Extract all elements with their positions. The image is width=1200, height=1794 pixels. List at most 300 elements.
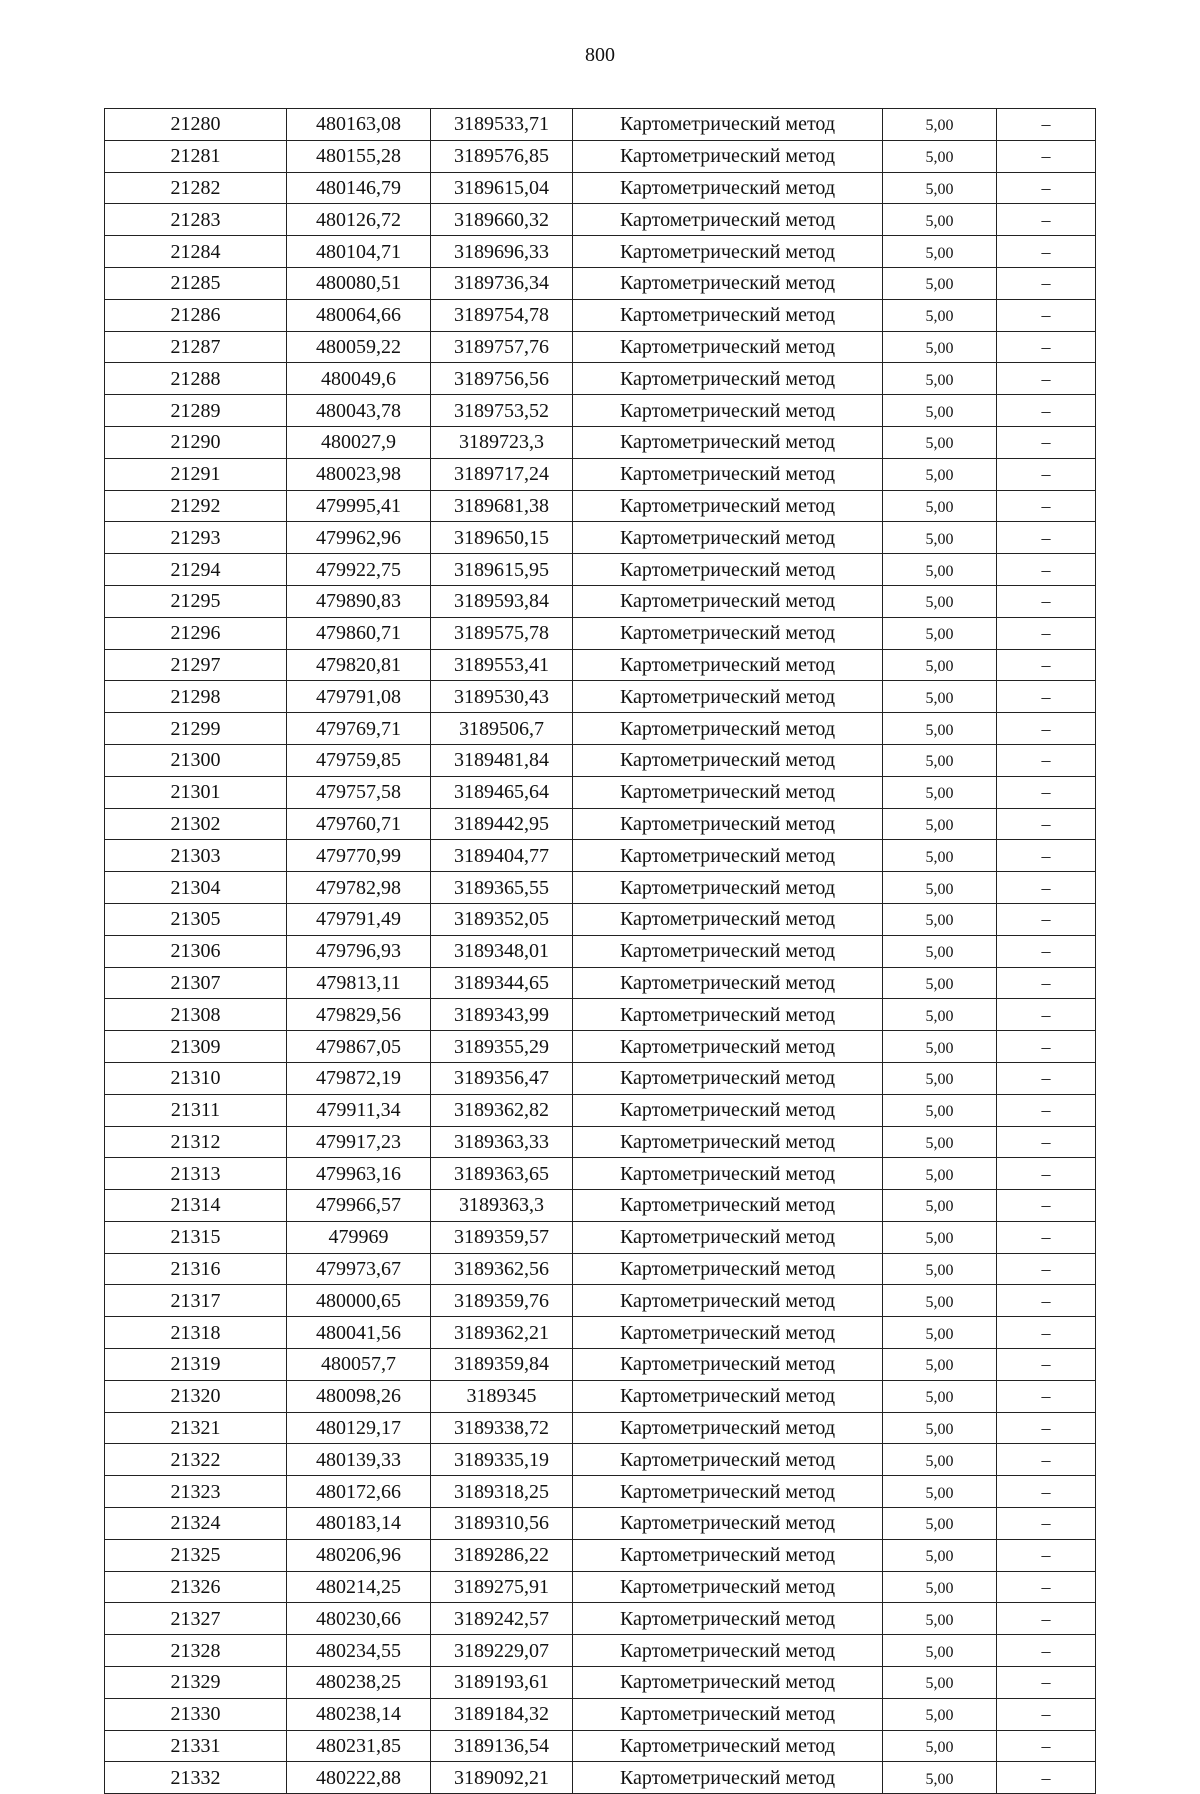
cell-accuracy: 5,00 (883, 681, 997, 713)
table-row (105, 1412, 1096, 1444)
cell-point-number: 21288 (105, 363, 287, 395)
cell-method: Картометрический метод (573, 1762, 883, 1794)
cell-y-coordinate: 3189286,22 (431, 1539, 573, 1571)
cell-note: – (997, 1762, 1096, 1794)
cell-note: – (997, 1094, 1096, 1126)
cell-note: – (997, 1508, 1096, 1540)
cell-point-number: 21317 (105, 1285, 287, 1317)
cell-accuracy: 5,00 (883, 744, 997, 776)
cell-point-number: 21301 (105, 776, 287, 808)
cell-point-number: 21298 (105, 681, 287, 713)
cell-method: Картометрический метод (573, 872, 883, 904)
table-row (105, 1603, 1096, 1635)
cell-method: Картометрический метод (573, 935, 883, 967)
cell-method: Картометрический метод (573, 1094, 883, 1126)
cell-y-coordinate: 3189184,32 (431, 1698, 573, 1730)
cell-accuracy: 5,00 (883, 1539, 997, 1571)
cell-method: Картометрический метод (573, 1730, 883, 1762)
cell-note: – (997, 140, 1096, 172)
cell-accuracy: 5,00 (883, 1190, 997, 1222)
table-row (105, 1667, 1096, 1699)
table-row (105, 1698, 1096, 1730)
cell-x-coordinate: 480222,88 (287, 1762, 431, 1794)
cell-method: Картометрический метод (573, 1317, 883, 1349)
table-row (105, 617, 1096, 649)
cell-y-coordinate: 3189229,07 (431, 1635, 573, 1667)
table-row (105, 744, 1096, 776)
cell-point-number: 21302 (105, 808, 287, 840)
cell-x-coordinate: 479770,99 (287, 840, 431, 872)
cell-note: – (997, 840, 1096, 872)
cell-y-coordinate: 3189533,71 (431, 109, 573, 141)
cell-point-number: 21293 (105, 522, 287, 554)
table-row (105, 999, 1096, 1031)
cell-accuracy: 5,00 (883, 1253, 997, 1285)
cell-method: Картометрический метод (573, 236, 883, 268)
cell-x-coordinate: 480043,78 (287, 395, 431, 427)
cell-point-number: 21280 (105, 109, 287, 141)
cell-point-number: 21318 (105, 1317, 287, 1349)
cell-y-coordinate: 3189362,82 (431, 1094, 573, 1126)
cell-x-coordinate: 479782,98 (287, 872, 431, 904)
cell-point-number: 21297 (105, 649, 287, 681)
table-row (105, 1476, 1096, 1508)
cell-y-coordinate: 3189506,7 (431, 713, 573, 745)
cell-point-number: 21294 (105, 554, 287, 586)
cell-accuracy: 5,00 (883, 1476, 997, 1508)
table-row (105, 776, 1096, 808)
cell-accuracy: 5,00 (883, 1094, 997, 1126)
cell-method: Картометрический метод (573, 426, 883, 458)
cell-x-coordinate: 479759,85 (287, 744, 431, 776)
cell-y-coordinate: 3189359,57 (431, 1221, 573, 1253)
table-row (105, 1762, 1096, 1794)
cell-method: Картометрический метод (573, 840, 883, 872)
cell-method: Картометрический метод (573, 1031, 883, 1063)
table-row (105, 585, 1096, 617)
cell-x-coordinate: 480041,56 (287, 1317, 431, 1349)
cell-note: – (997, 1158, 1096, 1190)
cell-y-coordinate: 3189338,72 (431, 1412, 573, 1444)
table-row (105, 649, 1096, 681)
cell-y-coordinate: 3189404,77 (431, 840, 573, 872)
table-row (105, 363, 1096, 395)
cell-accuracy: 5,00 (883, 808, 997, 840)
cell-x-coordinate: 479820,81 (287, 649, 431, 681)
cell-x-coordinate: 479973,67 (287, 1253, 431, 1285)
cell-y-coordinate: 3189681,38 (431, 490, 573, 522)
cell-accuracy: 5,00 (883, 1285, 997, 1317)
cell-note: – (997, 1476, 1096, 1508)
cell-accuracy: 5,00 (883, 109, 997, 141)
cell-accuracy: 5,00 (883, 1730, 997, 1762)
cell-accuracy: 5,00 (883, 395, 997, 427)
cell-method: Картометрический метод (573, 554, 883, 586)
cell-point-number: 21286 (105, 299, 287, 331)
cell-note: – (997, 1317, 1096, 1349)
table-row (105, 840, 1096, 872)
cell-x-coordinate: 480098,26 (287, 1380, 431, 1412)
cell-accuracy: 5,00 (883, 1444, 997, 1476)
table-row (105, 1126, 1096, 1158)
cell-note: – (997, 1221, 1096, 1253)
table-row (105, 331, 1096, 363)
table-row (105, 1380, 1096, 1412)
cell-accuracy: 5,00 (883, 999, 997, 1031)
cell-x-coordinate: 480000,65 (287, 1285, 431, 1317)
cell-method: Картометрический метод (573, 903, 883, 935)
cell-x-coordinate: 479791,49 (287, 903, 431, 935)
cell-accuracy: 5,00 (883, 490, 997, 522)
cell-note: – (997, 1380, 1096, 1412)
cell-note: – (997, 903, 1096, 935)
cell-point-number: 21326 (105, 1571, 287, 1603)
cell-x-coordinate: 480230,66 (287, 1603, 431, 1635)
cell-point-number: 21315 (105, 1221, 287, 1253)
cell-point-number: 21312 (105, 1126, 287, 1158)
cell-method: Картометрический метод (573, 1508, 883, 1540)
cell-note: – (997, 585, 1096, 617)
cell-accuracy: 5,00 (883, 1603, 997, 1635)
cell-note: – (997, 744, 1096, 776)
cell-point-number: 21282 (105, 172, 287, 204)
cell-note: – (997, 1635, 1096, 1667)
cell-y-coordinate: 3189355,29 (431, 1031, 573, 1063)
table-row (105, 554, 1096, 586)
cell-note: – (997, 1730, 1096, 1762)
cell-x-coordinate: 480172,66 (287, 1476, 431, 1508)
cell-method: Картометрический метод (573, 1571, 883, 1603)
cell-x-coordinate: 480064,66 (287, 299, 431, 331)
page-number: 800 (585, 44, 615, 66)
cell-point-number: 21332 (105, 1762, 287, 1794)
cell-x-coordinate: 479890,83 (287, 585, 431, 617)
cell-point-number: 21331 (105, 1730, 287, 1762)
cell-method: Картометрический метод (573, 522, 883, 554)
cell-accuracy: 5,00 (883, 426, 997, 458)
cell-method: Картометрический метод (573, 1444, 883, 1476)
cell-accuracy: 5,00 (883, 267, 997, 299)
cell-method: Картометрический метод (573, 1285, 883, 1317)
cell-y-coordinate: 3189593,84 (431, 585, 573, 617)
cell-y-coordinate: 3189696,33 (431, 236, 573, 268)
table-row (105, 172, 1096, 204)
cell-note: – (997, 236, 1096, 268)
cell-y-coordinate: 3189352,05 (431, 903, 573, 935)
table-row (105, 1031, 1096, 1063)
cell-method: Картометрический метод (573, 967, 883, 999)
table-row (105, 1539, 1096, 1571)
cell-note: – (997, 395, 1096, 427)
cell-accuracy: 5,00 (883, 617, 997, 649)
cell-point-number: 21316 (105, 1253, 287, 1285)
cell-y-coordinate: 3189275,91 (431, 1571, 573, 1603)
cell-note: – (997, 1667, 1096, 1699)
cell-point-number: 21289 (105, 395, 287, 427)
table-row (105, 1508, 1096, 1540)
cell-y-coordinate: 3189345 (431, 1380, 573, 1412)
cell-note: – (997, 267, 1096, 299)
table-row (105, 204, 1096, 236)
cell-point-number: 21324 (105, 1508, 287, 1540)
cell-note: – (997, 331, 1096, 363)
cell-accuracy: 5,00 (883, 935, 997, 967)
cell-y-coordinate: 3189343,99 (431, 999, 573, 1031)
cell-method: Картометрический метод (573, 204, 883, 236)
cell-method: Картометрический метод (573, 999, 883, 1031)
cell-accuracy: 5,00 (883, 1380, 997, 1412)
cell-y-coordinate: 3189193,61 (431, 1667, 573, 1699)
cell-point-number: 21285 (105, 267, 287, 299)
table-row (105, 1094, 1096, 1126)
cell-y-coordinate: 3189092,21 (431, 1762, 573, 1794)
cell-y-coordinate: 3189363,33 (431, 1126, 573, 1158)
cell-y-coordinate: 3189136,54 (431, 1730, 573, 1762)
cell-method: Картометрический метод (573, 1190, 883, 1222)
cell-method: Картометрический метод (573, 1635, 883, 1667)
cell-method: Картометрический метод (573, 1158, 883, 1190)
cell-method: Картометрический метод (573, 1380, 883, 1412)
cell-note: – (997, 1285, 1096, 1317)
cell-accuracy: 5,00 (883, 967, 997, 999)
cell-x-coordinate: 480183,14 (287, 1508, 431, 1540)
cell-note: – (997, 1412, 1096, 1444)
cell-y-coordinate: 3189442,95 (431, 808, 573, 840)
cell-accuracy: 5,00 (883, 554, 997, 586)
cell-note: – (997, 681, 1096, 713)
cell-point-number: 21300 (105, 744, 287, 776)
table-row (105, 1190, 1096, 1222)
cell-point-number: 21303 (105, 840, 287, 872)
cell-point-number: 21329 (105, 1667, 287, 1699)
cell-point-number: 21319 (105, 1349, 287, 1381)
cell-x-coordinate: 479995,41 (287, 490, 431, 522)
cell-accuracy: 5,00 (883, 1349, 997, 1381)
cell-note: – (997, 109, 1096, 141)
cell-y-coordinate: 3189359,84 (431, 1349, 573, 1381)
cell-y-coordinate: 3189362,21 (431, 1317, 573, 1349)
cell-x-coordinate: 479963,16 (287, 1158, 431, 1190)
cell-y-coordinate: 3189575,78 (431, 617, 573, 649)
cell-method: Картометрический метод (573, 458, 883, 490)
cell-x-coordinate: 480126,72 (287, 204, 431, 236)
cell-method: Картометрический метод (573, 1253, 883, 1285)
cell-note: – (997, 1062, 1096, 1094)
table-row (105, 1730, 1096, 1762)
coordinates-table-body (105, 109, 1096, 1794)
cell-note: – (997, 999, 1096, 1031)
cell-x-coordinate: 479966,57 (287, 1190, 431, 1222)
cell-point-number: 21313 (105, 1158, 287, 1190)
cell-method: Картометрический метод (573, 744, 883, 776)
cell-y-coordinate: 3189660,32 (431, 204, 573, 236)
table-row (105, 1158, 1096, 1190)
cell-accuracy: 5,00 (883, 1412, 997, 1444)
cell-method: Картометрический метод (573, 1062, 883, 1094)
table-row (105, 872, 1096, 904)
cell-accuracy: 5,00 (883, 840, 997, 872)
cell-accuracy: 5,00 (883, 1508, 997, 1540)
cell-note: – (997, 872, 1096, 904)
cell-x-coordinate: 479969 (287, 1221, 431, 1253)
cell-y-coordinate: 3189576,85 (431, 140, 573, 172)
cell-point-number: 21307 (105, 967, 287, 999)
cell-y-coordinate: 3189465,64 (431, 776, 573, 808)
cell-note: – (997, 649, 1096, 681)
cell-note: – (997, 713, 1096, 745)
table-row (105, 1317, 1096, 1349)
table-row (105, 808, 1096, 840)
cell-accuracy: 5,00 (883, 172, 997, 204)
cell-point-number: 21290 (105, 426, 287, 458)
cell-point-number: 21292 (105, 490, 287, 522)
cell-y-coordinate: 3189363,65 (431, 1158, 573, 1190)
cell-accuracy: 5,00 (883, 522, 997, 554)
cell-note: – (997, 490, 1096, 522)
cell-y-coordinate: 3189344,65 (431, 967, 573, 999)
cell-y-coordinate: 3189242,57 (431, 1603, 573, 1635)
cell-accuracy: 5,00 (883, 1126, 997, 1158)
cell-x-coordinate: 480206,96 (287, 1539, 431, 1571)
cell-note: – (997, 1444, 1096, 1476)
cell-note: – (997, 935, 1096, 967)
cell-y-coordinate: 3189553,41 (431, 649, 573, 681)
cell-note: – (997, 808, 1096, 840)
cell-method: Картометрический метод (573, 1667, 883, 1699)
cell-x-coordinate: 480023,98 (287, 458, 431, 490)
cell-y-coordinate: 3189615,04 (431, 172, 573, 204)
table-row (105, 1571, 1096, 1603)
cell-note: – (997, 522, 1096, 554)
cell-point-number: 21287 (105, 331, 287, 363)
cell-note: – (997, 172, 1096, 204)
cell-point-number: 21314 (105, 1190, 287, 1222)
cell-y-coordinate: 3189356,47 (431, 1062, 573, 1094)
cell-y-coordinate: 3189753,52 (431, 395, 573, 427)
cell-note: – (997, 1031, 1096, 1063)
cell-accuracy: 5,00 (883, 1667, 997, 1699)
cell-point-number: 21299 (105, 713, 287, 745)
cell-accuracy: 5,00 (883, 903, 997, 935)
table-row (105, 267, 1096, 299)
cell-note: – (997, 1349, 1096, 1381)
cell-point-number: 21283 (105, 204, 287, 236)
cell-y-coordinate: 3189757,76 (431, 331, 573, 363)
cell-point-number: 21284 (105, 236, 287, 268)
cell-accuracy: 5,00 (883, 331, 997, 363)
cell-y-coordinate: 3189363,3 (431, 1190, 573, 1222)
cell-method: Картометрический метод (573, 172, 883, 204)
cell-accuracy: 5,00 (883, 1062, 997, 1094)
cell-point-number: 21328 (105, 1635, 287, 1667)
table-row (105, 1062, 1096, 1094)
cell-point-number: 21322 (105, 1444, 287, 1476)
cell-note: – (997, 204, 1096, 236)
cell-point-number: 21305 (105, 903, 287, 935)
cell-accuracy: 5,00 (883, 1762, 997, 1794)
table-row (105, 1285, 1096, 1317)
cell-x-coordinate: 479760,71 (287, 808, 431, 840)
table-row (105, 903, 1096, 935)
cell-note: – (997, 1571, 1096, 1603)
cell-method: Картометрический метод (573, 617, 883, 649)
cell-accuracy: 5,00 (883, 585, 997, 617)
cell-x-coordinate: 480234,55 (287, 1635, 431, 1667)
cell-y-coordinate: 3189530,43 (431, 681, 573, 713)
table-row (105, 299, 1096, 331)
table-row (105, 426, 1096, 458)
cell-note: – (997, 617, 1096, 649)
cell-y-coordinate: 3189365,55 (431, 872, 573, 904)
cell-accuracy: 5,00 (883, 1317, 997, 1349)
cell-x-coordinate: 480155,28 (287, 140, 431, 172)
cell-x-coordinate: 480080,51 (287, 267, 431, 299)
table-row (105, 395, 1096, 427)
cell-note: – (997, 554, 1096, 586)
cell-x-coordinate: 479962,96 (287, 522, 431, 554)
cell-note: – (997, 1253, 1096, 1285)
cell-note: – (997, 426, 1096, 458)
cell-point-number: 21296 (105, 617, 287, 649)
cell-point-number: 21295 (105, 585, 287, 617)
cell-x-coordinate: 479769,71 (287, 713, 431, 745)
cell-x-coordinate: 479791,08 (287, 681, 431, 713)
cell-y-coordinate: 3189362,56 (431, 1253, 573, 1285)
cell-note: – (997, 1190, 1096, 1222)
cell-x-coordinate: 480059,22 (287, 331, 431, 363)
cell-y-coordinate: 3189318,25 (431, 1476, 573, 1508)
cell-accuracy: 5,00 (883, 1698, 997, 1730)
cell-method: Картометрический метод (573, 1539, 883, 1571)
cell-y-coordinate: 3189335,19 (431, 1444, 573, 1476)
cell-y-coordinate: 3189650,15 (431, 522, 573, 554)
cell-note: – (997, 1539, 1096, 1571)
cell-x-coordinate: 479911,34 (287, 1094, 431, 1126)
table-row (105, 1444, 1096, 1476)
cell-note: – (997, 1698, 1096, 1730)
cell-note: – (997, 1603, 1096, 1635)
cell-y-coordinate: 3189348,01 (431, 935, 573, 967)
cell-x-coordinate: 479796,93 (287, 935, 431, 967)
table-row (105, 935, 1096, 967)
cell-y-coordinate: 3189723,3 (431, 426, 573, 458)
cell-method: Картометрический метод (573, 109, 883, 141)
table-row (105, 713, 1096, 745)
cell-x-coordinate: 479757,58 (287, 776, 431, 808)
cell-method: Картометрический метод (573, 681, 883, 713)
cell-point-number: 21327 (105, 1603, 287, 1635)
cell-method: Картометрический метод (573, 649, 883, 681)
cell-point-number: 21308 (105, 999, 287, 1031)
cell-point-number: 21304 (105, 872, 287, 904)
cell-method: Картометрический метод (573, 1126, 883, 1158)
cell-x-coordinate: 480129,17 (287, 1412, 431, 1444)
cell-method: Картометрический метод (573, 585, 883, 617)
cell-point-number: 21310 (105, 1062, 287, 1094)
cell-y-coordinate: 3189736,34 (431, 267, 573, 299)
cell-x-coordinate: 479867,05 (287, 1031, 431, 1063)
coordinates-table (104, 108, 1096, 1794)
cell-x-coordinate: 480057,7 (287, 1349, 431, 1381)
cell-x-coordinate: 480231,85 (287, 1730, 431, 1762)
cell-x-coordinate: 480027,9 (287, 426, 431, 458)
cell-accuracy: 5,00 (883, 649, 997, 681)
cell-method: Картометрический метод (573, 331, 883, 363)
table-row (105, 236, 1096, 268)
cell-x-coordinate: 479829,56 (287, 999, 431, 1031)
cell-accuracy: 5,00 (883, 458, 997, 490)
cell-note: – (997, 1126, 1096, 1158)
